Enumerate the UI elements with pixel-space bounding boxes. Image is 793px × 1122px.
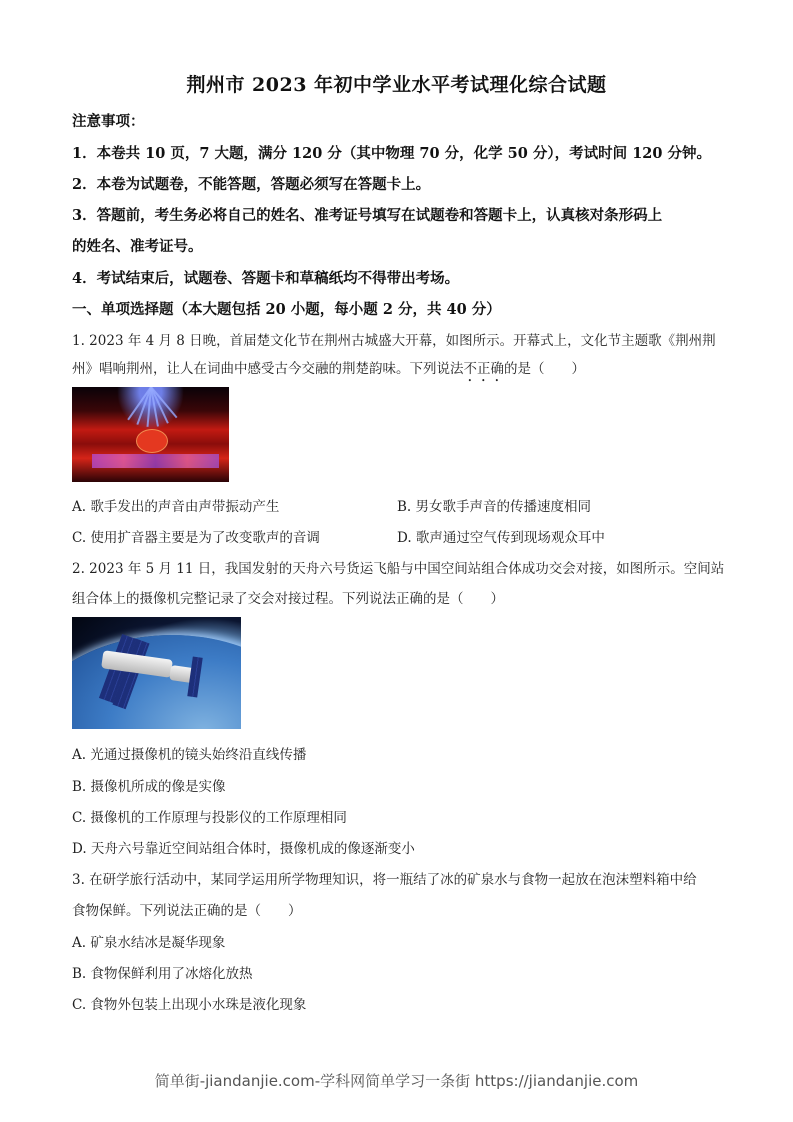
- q1-option-a: A. 歌手发出的声音由声带振动产生: [72, 499, 280, 515]
- notice-item-3-cont: 的姓名、准考证号。: [72, 238, 203, 255]
- q2-option-d: D. 天舟六号靠近空间站组合体时，摄像机成的像逐渐变小: [72, 841, 415, 857]
- q3-stem-line2: 食物保鲜。下列说法正确的是（ ）: [72, 903, 302, 919]
- q3-option-b: B. 食物保鲜利用了冰熔化放热: [72, 966, 253, 982]
- q2-option-a: A. 光通过摄像机的镜头始终沿直线传播: [72, 747, 307, 763]
- q1-stem-pre: 州》唱响荆州，让人在词曲中感受古今交融的荆楚韵味。下列说法: [72, 361, 464, 377]
- page-footer-watermark: 简单街-jiandanjie.com-学科网简单学习一条街 https://jiandanjie.com: [154, 1072, 639, 1090]
- q3-stem-line1: 3. 在研学旅行活动中，某同学运用所学物理知识，将一瓶结了冰的矿泉水与食物一起放在泡沫塑料箱中给: [72, 872, 697, 888]
- q2-stem-line2: 组合体上的摄像机完整记录了交会对接过程。下列说法正确的是（ ）: [72, 591, 504, 607]
- q1-stem-line1: 1. 2023 年 4 月 8 日晚，首届楚文化节在荆州古城盛大开幕，如图所示。开幕式上，文化节主题歌《荆州荆: [72, 333, 716, 349]
- q1-option-b: B. 男女歌手声音的传播速度相同: [397, 499, 592, 515]
- q2-option-c: C. 摄像机的工作原理与投影仪的工作原理相同: [72, 810, 347, 826]
- document-title: 荆州市 2023 年初中学业水平考试理化综合试题: [186, 74, 607, 96]
- notice-item-4: 4．考试结束后，试题卷、答题卡和草稿纸均不得带出考场。: [72, 270, 460, 287]
- q1-option-c: C. 使用扩音器主要是为了改变歌声的音调: [72, 530, 320, 546]
- notice-heading: 注意事项：: [72, 113, 145, 130]
- q1-stem-emphasis: 不正确: [463, 361, 504, 377]
- notice-item-3: 3．答题前，考生务必将自己的姓名、准考证号填写在试题卷和答题卡上，认真核对条形码上: [72, 207, 663, 224]
- q3-option-a: A. 矿泉水结冰是凝华现象: [72, 935, 226, 951]
- q1-stem-line2: [72, 357, 585, 385]
- q1-stem-post: 的是（ ）: [504, 361, 585, 377]
- q2-image-space-station: [72, 617, 241, 729]
- q1-option-d: D. 歌声通过空气传到现场观众耳中: [397, 530, 605, 546]
- notice-item-2: 2．本卷为试题卷，不能答题，答题必须写在答题卡上。: [72, 176, 431, 193]
- q2-stem-line1: 2. 2023 年 5 月 11 日，我国发射的天舟六号货运飞船与中国空间站组合体成功交会对接，如图所示。空间站: [72, 561, 725, 577]
- notice-item-1: 1．本卷共 10 页，7 大题，满分 120 分（其中物理 70 分，化学 50 分），考试时间 120 分钟。: [72, 145, 712, 162]
- q3-option-c: C. 食物外包装上出现小水珠是液化现象: [72, 997, 307, 1013]
- q2-option-b: B. 摄像机所成的像是实像: [72, 779, 226, 795]
- section-heading: 一、单项选择题（本大题包括 20 小题，每小题 2 分，共 40 分）: [72, 301, 501, 318]
- q1-image-stage-lights: [72, 387, 229, 482]
